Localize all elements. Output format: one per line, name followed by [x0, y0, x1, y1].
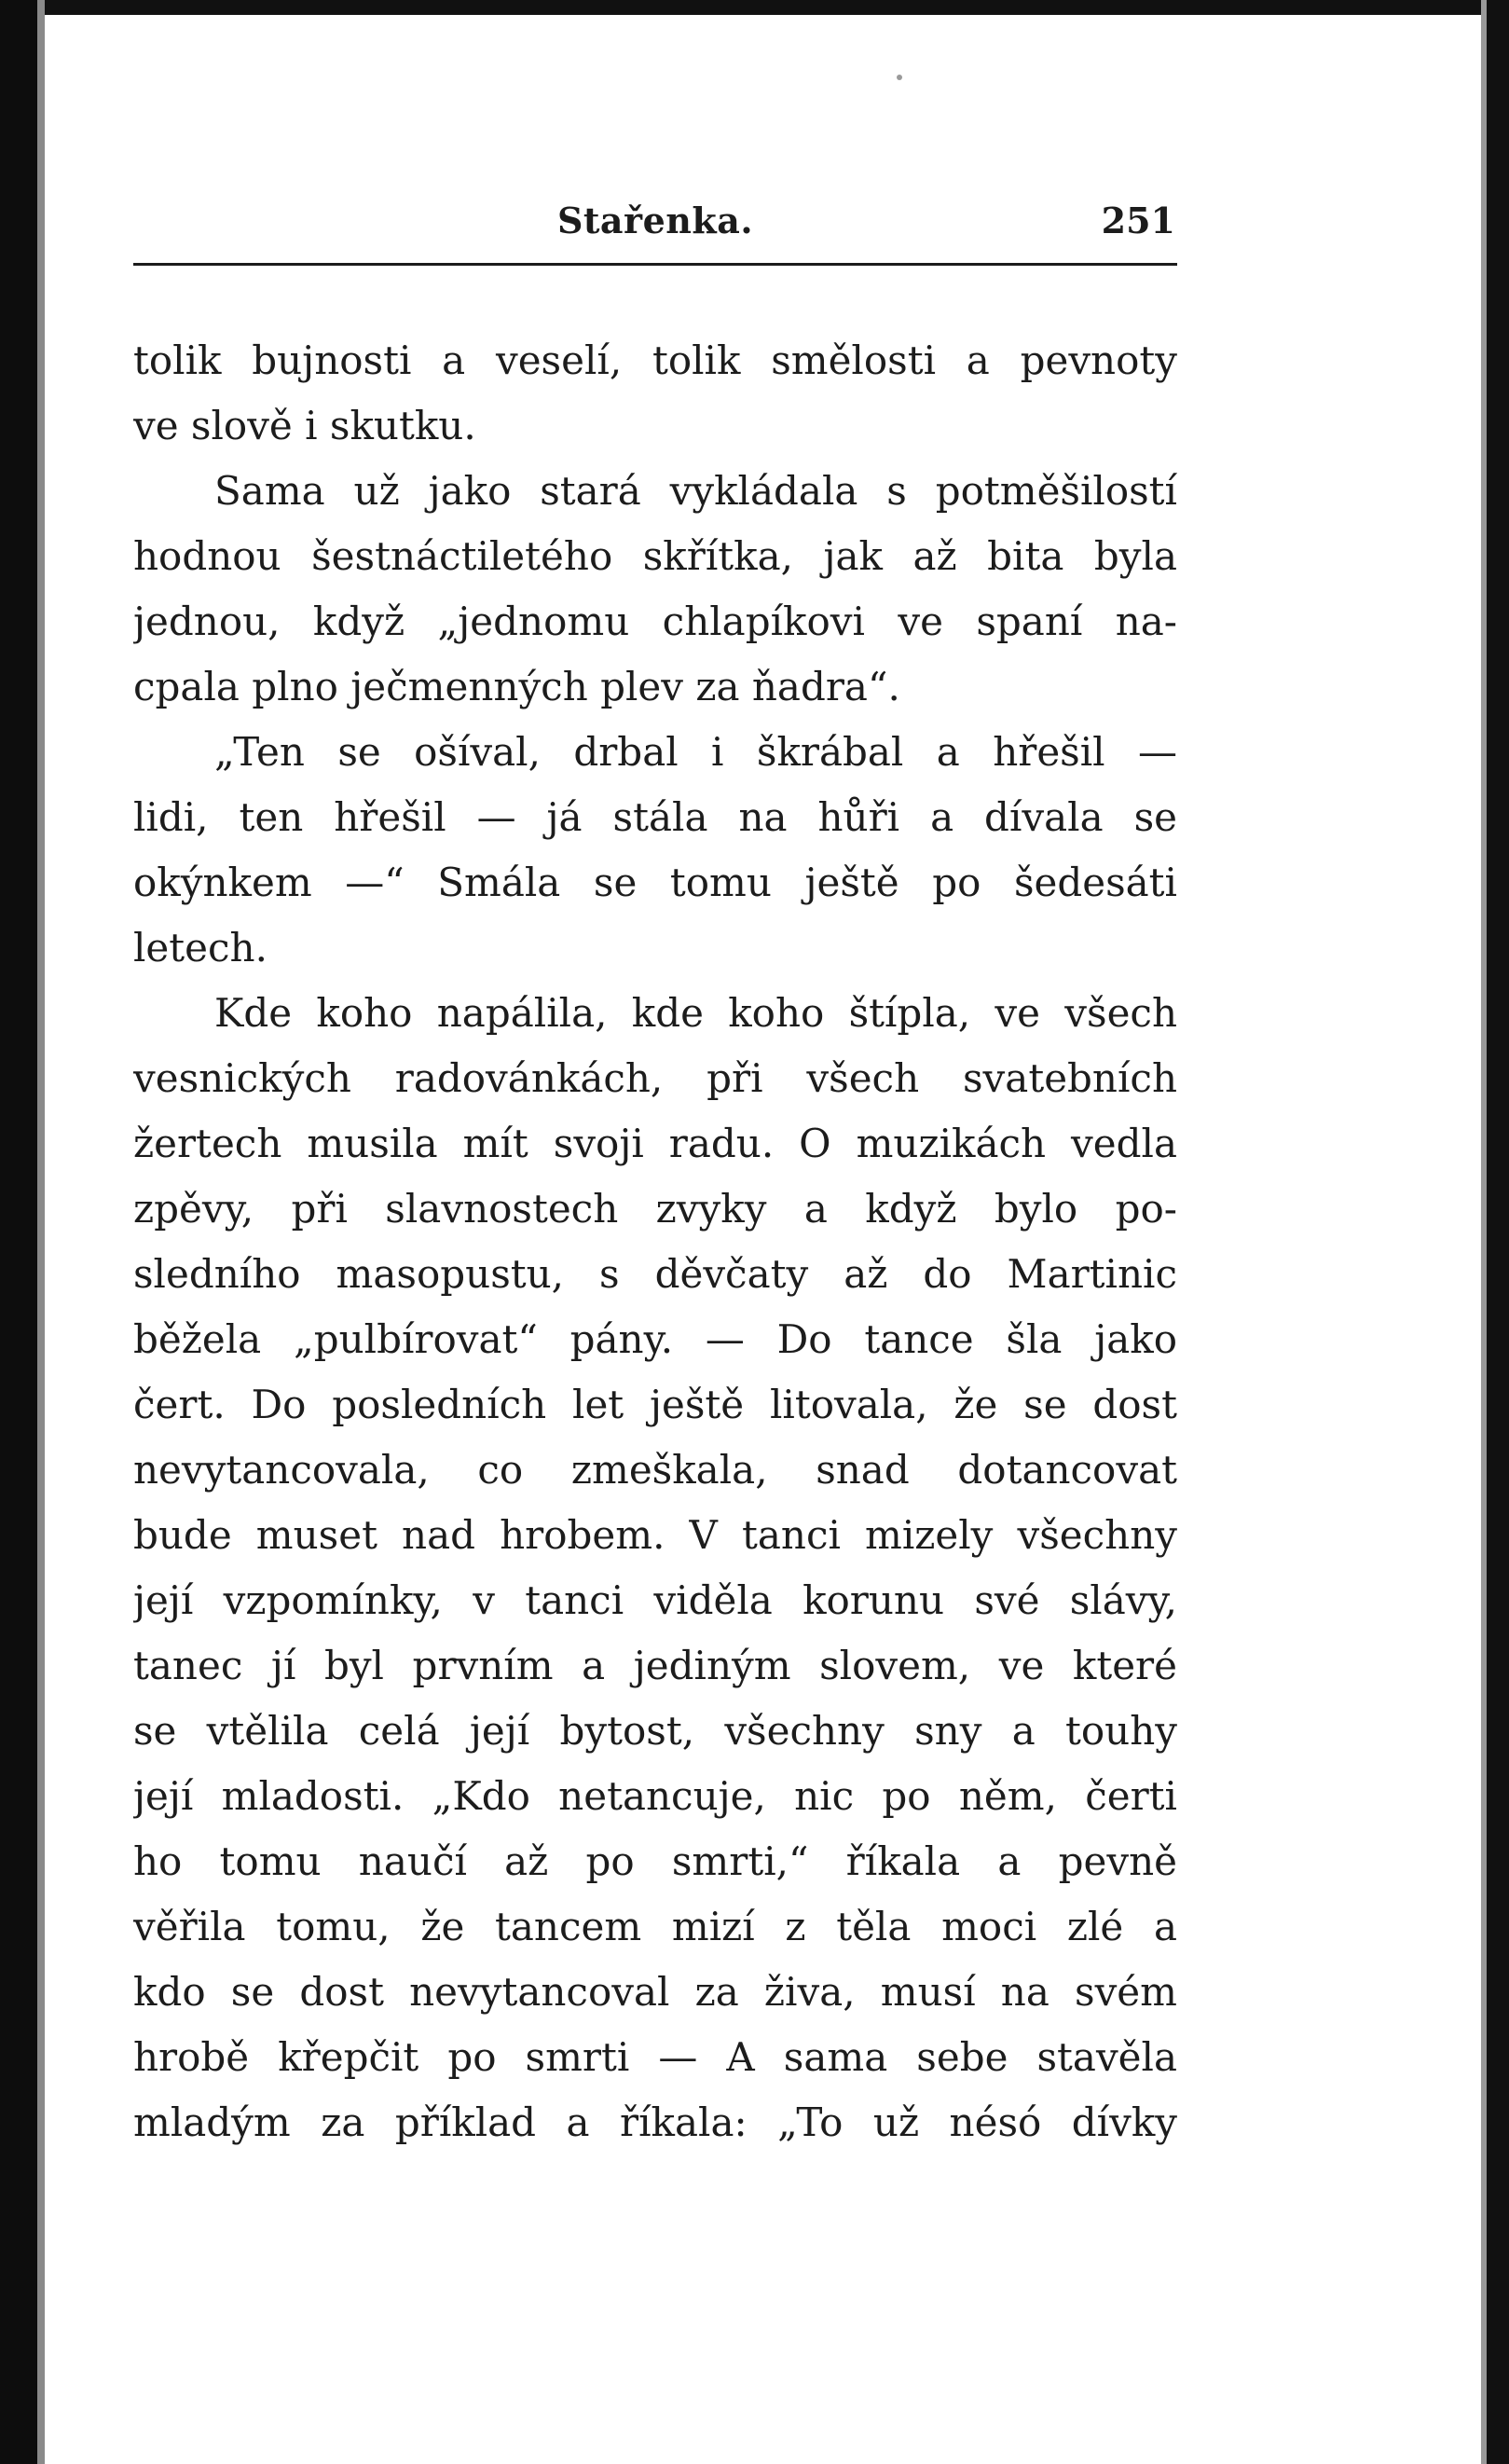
body-text — [133, 328, 1177, 2155]
text-line: mladým za příklad a říkala: „To už nésó dívky — [133, 2099, 1177, 2145]
text-line: ve slově i skutku. — [133, 403, 476, 448]
text-line: čert. Do posledních let ještě litovala, že se dost — [133, 1382, 1177, 1427]
scan-border-right — [1487, 0, 1509, 2464]
scan-border-left-shade — [37, 0, 45, 2464]
text-line: žertech musila mít svoji radu. O muzikách vedla — [133, 1121, 1177, 1166]
page-header — [133, 200, 1177, 255]
text-line: se vtělila celá její bytost, všechny sny a touhy — [133, 1708, 1177, 1754]
text-line: jednou, když „jednomu chlapíkovi ve spaní na- — [133, 599, 1177, 644]
page-number: 251 — [1101, 200, 1175, 241]
text-line: cpala plno ječmenných plev za ňadra“. — [133, 664, 900, 709]
scan-border-left — [0, 0, 37, 2464]
text-line: nevytancovala, co zmeškala, snad dotancovat — [133, 1447, 1177, 1493]
text-line: sledního masopustu, s děvčaty až do Martinic — [133, 1251, 1177, 1297]
text-line: kdo se dost nevytancoval za živa, musí na svém — [133, 1969, 1177, 2015]
scan-border-right-shade — [1481, 0, 1487, 2464]
text-line: lidi, ten hřešil — já stála na hůři a dívala se — [133, 794, 1177, 840]
scan-border-top — [0, 0, 1509, 15]
text-line: okýnkem —“ Smála se tomu ještě po šedesáti — [133, 860, 1177, 905]
text-line: její vzpomínky, v tanci viděla korunu své slávy, — [133, 1577, 1177, 1623]
text-line: tolik bujnosti a veselí, tolik smělosti a pevnoty — [133, 337, 1177, 383]
running-title: Stařenka. — [556, 200, 754, 241]
text-line: věřila tomu, že tancem mizí z těla moci zlé a — [133, 1904, 1177, 1949]
text-line: vesnických radovánkách, při všech svatebních — [133, 1055, 1177, 1101]
header-rule — [133, 263, 1177, 266]
text-line: ho tomu naučí až po smrti,“ říkala a pevně — [133, 1838, 1177, 1884]
text-line: její mladosti. „Kdo netancuje, nic po něm, čerti — [133, 1773, 1177, 1819]
text-line: letech. — [133, 925, 268, 970]
text-line: běžela „pulbírovat“ pány. — Do tance šla jako — [133, 1316, 1177, 1362]
text-line: bude muset nad hrobem. V tanci mizely všechny — [133, 1512, 1177, 1558]
text-line: „Ten se ošíval, drbal i škrábal a hřešil — — [214, 729, 1177, 775]
text-line: tanec jí byl prvním a jediným slovem, ve které — [133, 1643, 1177, 1688]
text-line: hrobě křepčit po smrti — A sama sebe stavěla — [133, 2034, 1177, 2080]
text-line: Sama už jako stará vykládala s potměšilostí — [214, 468, 1177, 514]
text-line: hodnou šestnáctiletého skřítka, jak až bita byla — [133, 533, 1177, 579]
text-line: Kde koho napálila, kde koho štípla, ve všech — [214, 990, 1177, 1036]
scan-dust-speck — [897, 75, 902, 80]
text-line: zpěvy, při slavnostech zvyky a když bylo po- — [133, 1186, 1177, 1232]
